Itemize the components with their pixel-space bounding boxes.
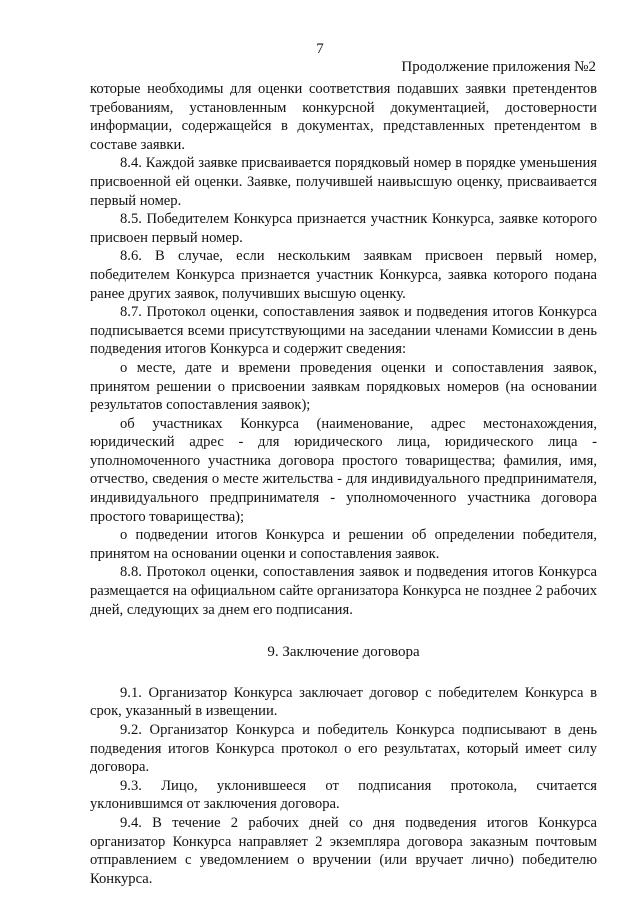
paragraph-9-2: 9.2. Организатор Конкурса и победитель Конкурса подписывают в день подведения итогов Конкурса протокол о его результатах, который имеет силу договора. [90, 722, 597, 776]
paragraph-8-7-item-participants: об участниках Конкурса (наименование, адрес местонахождения, юридический адрес - для юридического лица, юридического лица - уполномоченного участника договора простого товарищества; фамилия, имя, отчество, сведения о месте жительства - для индивидуального предпринимателя, индивидуального предпринимателя - уполномоченного участника договора простого товарищества); [90, 415, 597, 525]
section-title: 9. Заключение договора [267, 644, 420, 661]
paragraph-8-5: 8.5. Победителем Конкурса признается участник Конкурса, заявке которого присвоен первый номер. [90, 211, 597, 246]
paragraph-8-4: 8.4. Каждой заявке присваивается порядковый номер в порядке уменьшения присвоенной ей оценки. Заявке, получившей наивысшую оценку, присваивается первый номер. [90, 155, 597, 209]
paragraph-8-8: 8.8. Протокол оценки, сопоставления заявок и подведения итогов Конкурса размещается на официальном сайте организатора Конкурса не позднее 2 рабочих дней, следующих за днем его подписания. [90, 564, 597, 618]
paragraph-9-4: 9.4. В течение 2 рабочих дней со дня подведения итогов Конкурса организатор Конкурса направляет 2 экземпляра договора заказным почтовым отправлением с уведомлением о вручении (или вручает лично) победителю Конкурса. [90, 814, 597, 887]
paragraph-8-7-item-place: о месте, дате и времени проведения оценки и сопоставления заявок, принятом решении о присвоении заявкам порядковых номеров (на основании результатов сопоставления заявок); [90, 359, 597, 414]
document-body [90, 80, 597, 888]
page-number: 7 [316, 41, 324, 57]
paragraph-9-1: 9.1. Организатор Конкурса заключает договор с победителем Конкурса в срок, указанный в извещении. [90, 684, 597, 720]
paragraph-8-7: 8.7. Протокол оценки, сопоставления заявок и подведения итогов Конкурса подписывается всеми присутствующими на заседании членами Комиссии в день подведения итогов Конкурса и содержит сведения: [90, 304, 597, 358]
paragraph-8-7-item-results: о подведении итогов Конкурса и решении об определении победителя, принятом на основании оценки и сопоставления заявок. [90, 527, 597, 562]
paragraph-continuation: которые необходимы для оценки соответствия подавших заявки претендентов требованиям, установленным конкурсной документацией, достоверности информации, содержащейся в документах, представленных претендентом в составе заявки. [90, 81, 597, 153]
appendix-label: Продолжение приложения №2 [401, 59, 596, 75]
paragraph-9-3: 9.3. Лицо, уклонившееся от подписания протокола, считается уклонившимся от заключения договора. [90, 777, 597, 813]
paragraph-8-6: 8.6. В случае, если нескольким заявкам присвоен первый номер, победителем Конкурса признается участник Конкурса, заявка которого подана ранее других заявок, получивших высшую оценку. [90, 248, 597, 302]
